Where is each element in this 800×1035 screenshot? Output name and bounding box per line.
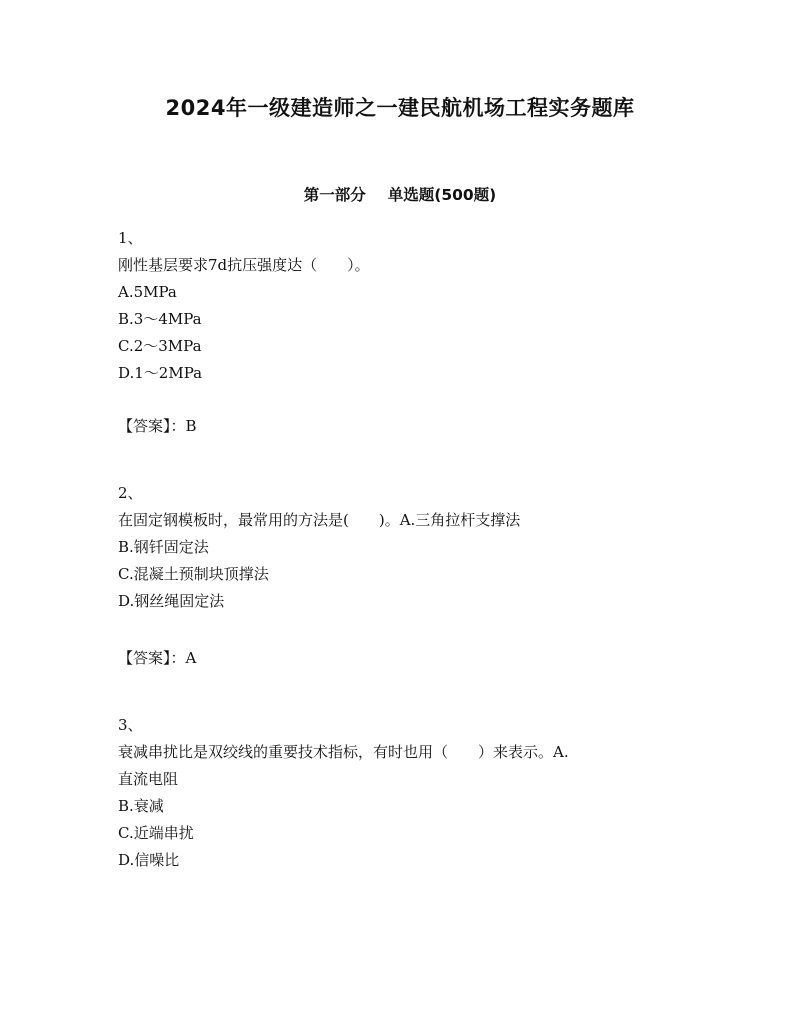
option-c: C.混凝土预制块顶撑法: [118, 565, 269, 583]
question-number: 3、: [118, 716, 143, 734]
question-2: [118, 480, 678, 615]
question-number: 1、: [118, 229, 143, 247]
question-stem-continued: 直流电阻: [118, 770, 179, 788]
answer-value: A: [185, 649, 197, 667]
question-1: [118, 225, 678, 387]
option-c: C.2～3MPa: [118, 337, 202, 355]
answer-1: [118, 413, 197, 440]
question-stem: 衰减串扰比是双绞线的重要技术指标，有时也用（ ）来表示。A.: [118, 743, 569, 761]
option-b: B.钢钎固定法: [118, 538, 209, 556]
option-b: B.衰减: [118, 797, 164, 815]
answer-label: 【答案】：: [118, 649, 186, 667]
section-name: 单选题(500题): [387, 186, 497, 204]
question-number: 2、: [118, 484, 143, 502]
option-b: B.3～4MPa: [118, 310, 202, 328]
option-a: A.5MPa: [118, 283, 177, 301]
answer-label: 【答案】：: [118, 417, 186, 435]
question-3: [118, 712, 688, 874]
option-d: D.钢丝绳固定法: [118, 592, 225, 610]
option-c: C.近端串扰: [118, 824, 194, 842]
question-stem: 刚性基层要求7d抗压强度达（ ）。: [118, 256, 370, 274]
option-d: D.信噪比: [118, 851, 180, 869]
section-heading: [0, 183, 800, 205]
question-stem: 在固定钢模板时，最常用的方法是( )。A.三角拉杆支撑法: [118, 511, 521, 529]
answer-2: [118, 645, 196, 672]
answer-value: B: [185, 417, 197, 435]
section-part: 第一部分: [303, 186, 366, 204]
option-d: D.1～2MPa: [118, 364, 203, 382]
document-title: 2024年一级建造师之一建民航机场工程实务题库: [165, 96, 635, 120]
